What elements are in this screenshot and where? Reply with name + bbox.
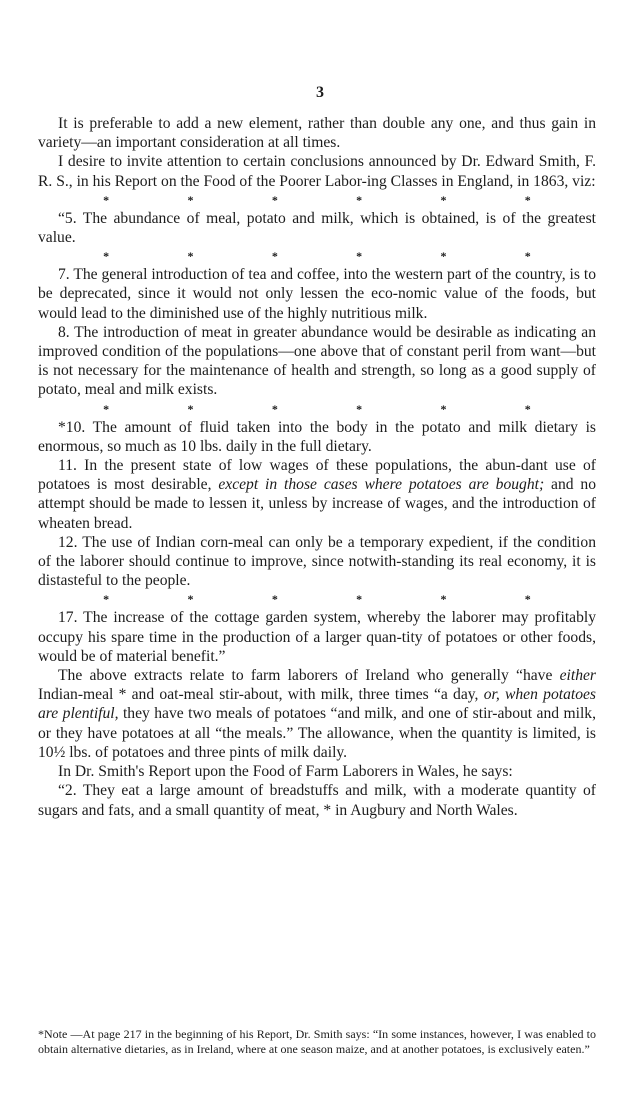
star: * [187,192,194,207]
star: * [271,192,278,207]
star: * [103,192,110,207]
body-text [38,114,596,820]
star: * [271,592,278,607]
text-run: 11. In the present state of low wages of these populations, the abun-dant use of potatoes is most desirable, [38,457,596,494]
ellipsis-stars [38,590,596,608]
page-number: 3 [316,84,324,101]
ellipsis-stars [38,191,596,209]
star: * [271,401,278,416]
star: * [103,249,110,264]
star: * [103,401,110,416]
text-run: they have two meals of potatoes “and milk, and one of stir-about and milk, or they have potatoes at all “the meals.” The allowance, when the quantity is limited, is 10½ lbs. of potatoes and three pints of milk daily. [38,705,596,761]
star: * [356,192,363,207]
star: * [440,592,447,607]
star: * [524,401,531,416]
text-run: and no attempt should be made to lessen it, unless by increase of wages, and the introduction of wheaten bread. [38,476,596,532]
paragraph: It is preferable to add a new element, rather than double any one, and thus gain in variety—an important consideration at all times. [38,115,596,152]
star: * [271,249,278,264]
star: * [524,192,531,207]
paragraph [38,666,596,762]
italic-run: either [559,667,596,685]
star: * [356,249,363,264]
paragraph: I desire to invite attention to certain conclusions announced by Dr. Edward Smith, F. R. S., in his Report on the Food of the Poorer Labor-ing Classes in England, in 1863, viz: [38,153,596,190]
star: * [524,249,531,264]
star: * [440,192,447,207]
paragraph: 12. The use of Indian corn-meal can only be a temporary expedient, if the condition of the laborer should continue to improve, since notwith-standing its real economy, it is distasteful to the people. [38,533,596,590]
star: * [187,249,194,264]
star: * [187,401,194,416]
star: * [524,592,531,607]
ellipsis-stars [38,247,596,265]
paragraph: 17. The increase of the cottage garden system, whereby the laborer may profitably occupy his spare time in the production of a larger quan-tity of potatoes or other foods, would be of material benefit.” [38,609,596,665]
star: * [356,401,363,416]
text-run: The above extracts relate to farm laborers of Ireland who generally “have [58,667,560,685]
paragraph: 8. The introduction of meat in greater abundance would be desirable as indicating an improved condition of the populations—one above that of constant peril from want—but is not necessary for the maintenance of health and strength, so long as a good supply of potato, meal and milk exists. [38,323,596,399]
star: * [187,592,194,607]
star: * [103,592,110,607]
paragraph: *10. The amount of fluid taken into the body in the potato and milk dietary is enormous, so much as 10 lbs. daily in the full dietary. [38,418,596,455]
star: * [356,592,363,607]
paragraph: “2. They eat a large amount of breadstuffs and milk, with a moderate quantity of sugars and fats, and a small quantity of meat, * in Augbury and North Wales. [38,782,596,819]
italic-run: or, when potatoes are plentiful, [38,686,596,723]
italic-run: except in those cases where potatoes are bought; [218,476,545,494]
text-run: Indian-meal * and oat-meal stir-about, with milk, three times “a day, [38,686,484,704]
footnote [38,1027,596,1056]
paragraph [38,456,596,533]
footnote-text: *Note —At page 217 in the beginning of his Report, Dr. Smith says: “In some instances, however, I was enabled to obtain alternative dietaries, as in Ireland, where at one season maize, and at another potatoes, is exclusively eaten.” [38,1027,596,1056]
paragraph: “5. The abundance of meal, potato and milk, which is obtained, is of the greatest value. [38,209,596,247]
star: * [440,249,447,264]
paragraph: 7. The general introduction of tea and coffee, into the western part of the country, is to be deprecated, since it would not only lessen the eco-nomic value of the foods, but would lead to the diminished use of the highly nutritious milk. [38,266,596,322]
paragraph: In Dr. Smith's Report upon the Food of Farm Laborers in Wales, he says: [58,763,513,781]
ellipsis-stars [38,400,596,418]
star: * [440,401,447,416]
